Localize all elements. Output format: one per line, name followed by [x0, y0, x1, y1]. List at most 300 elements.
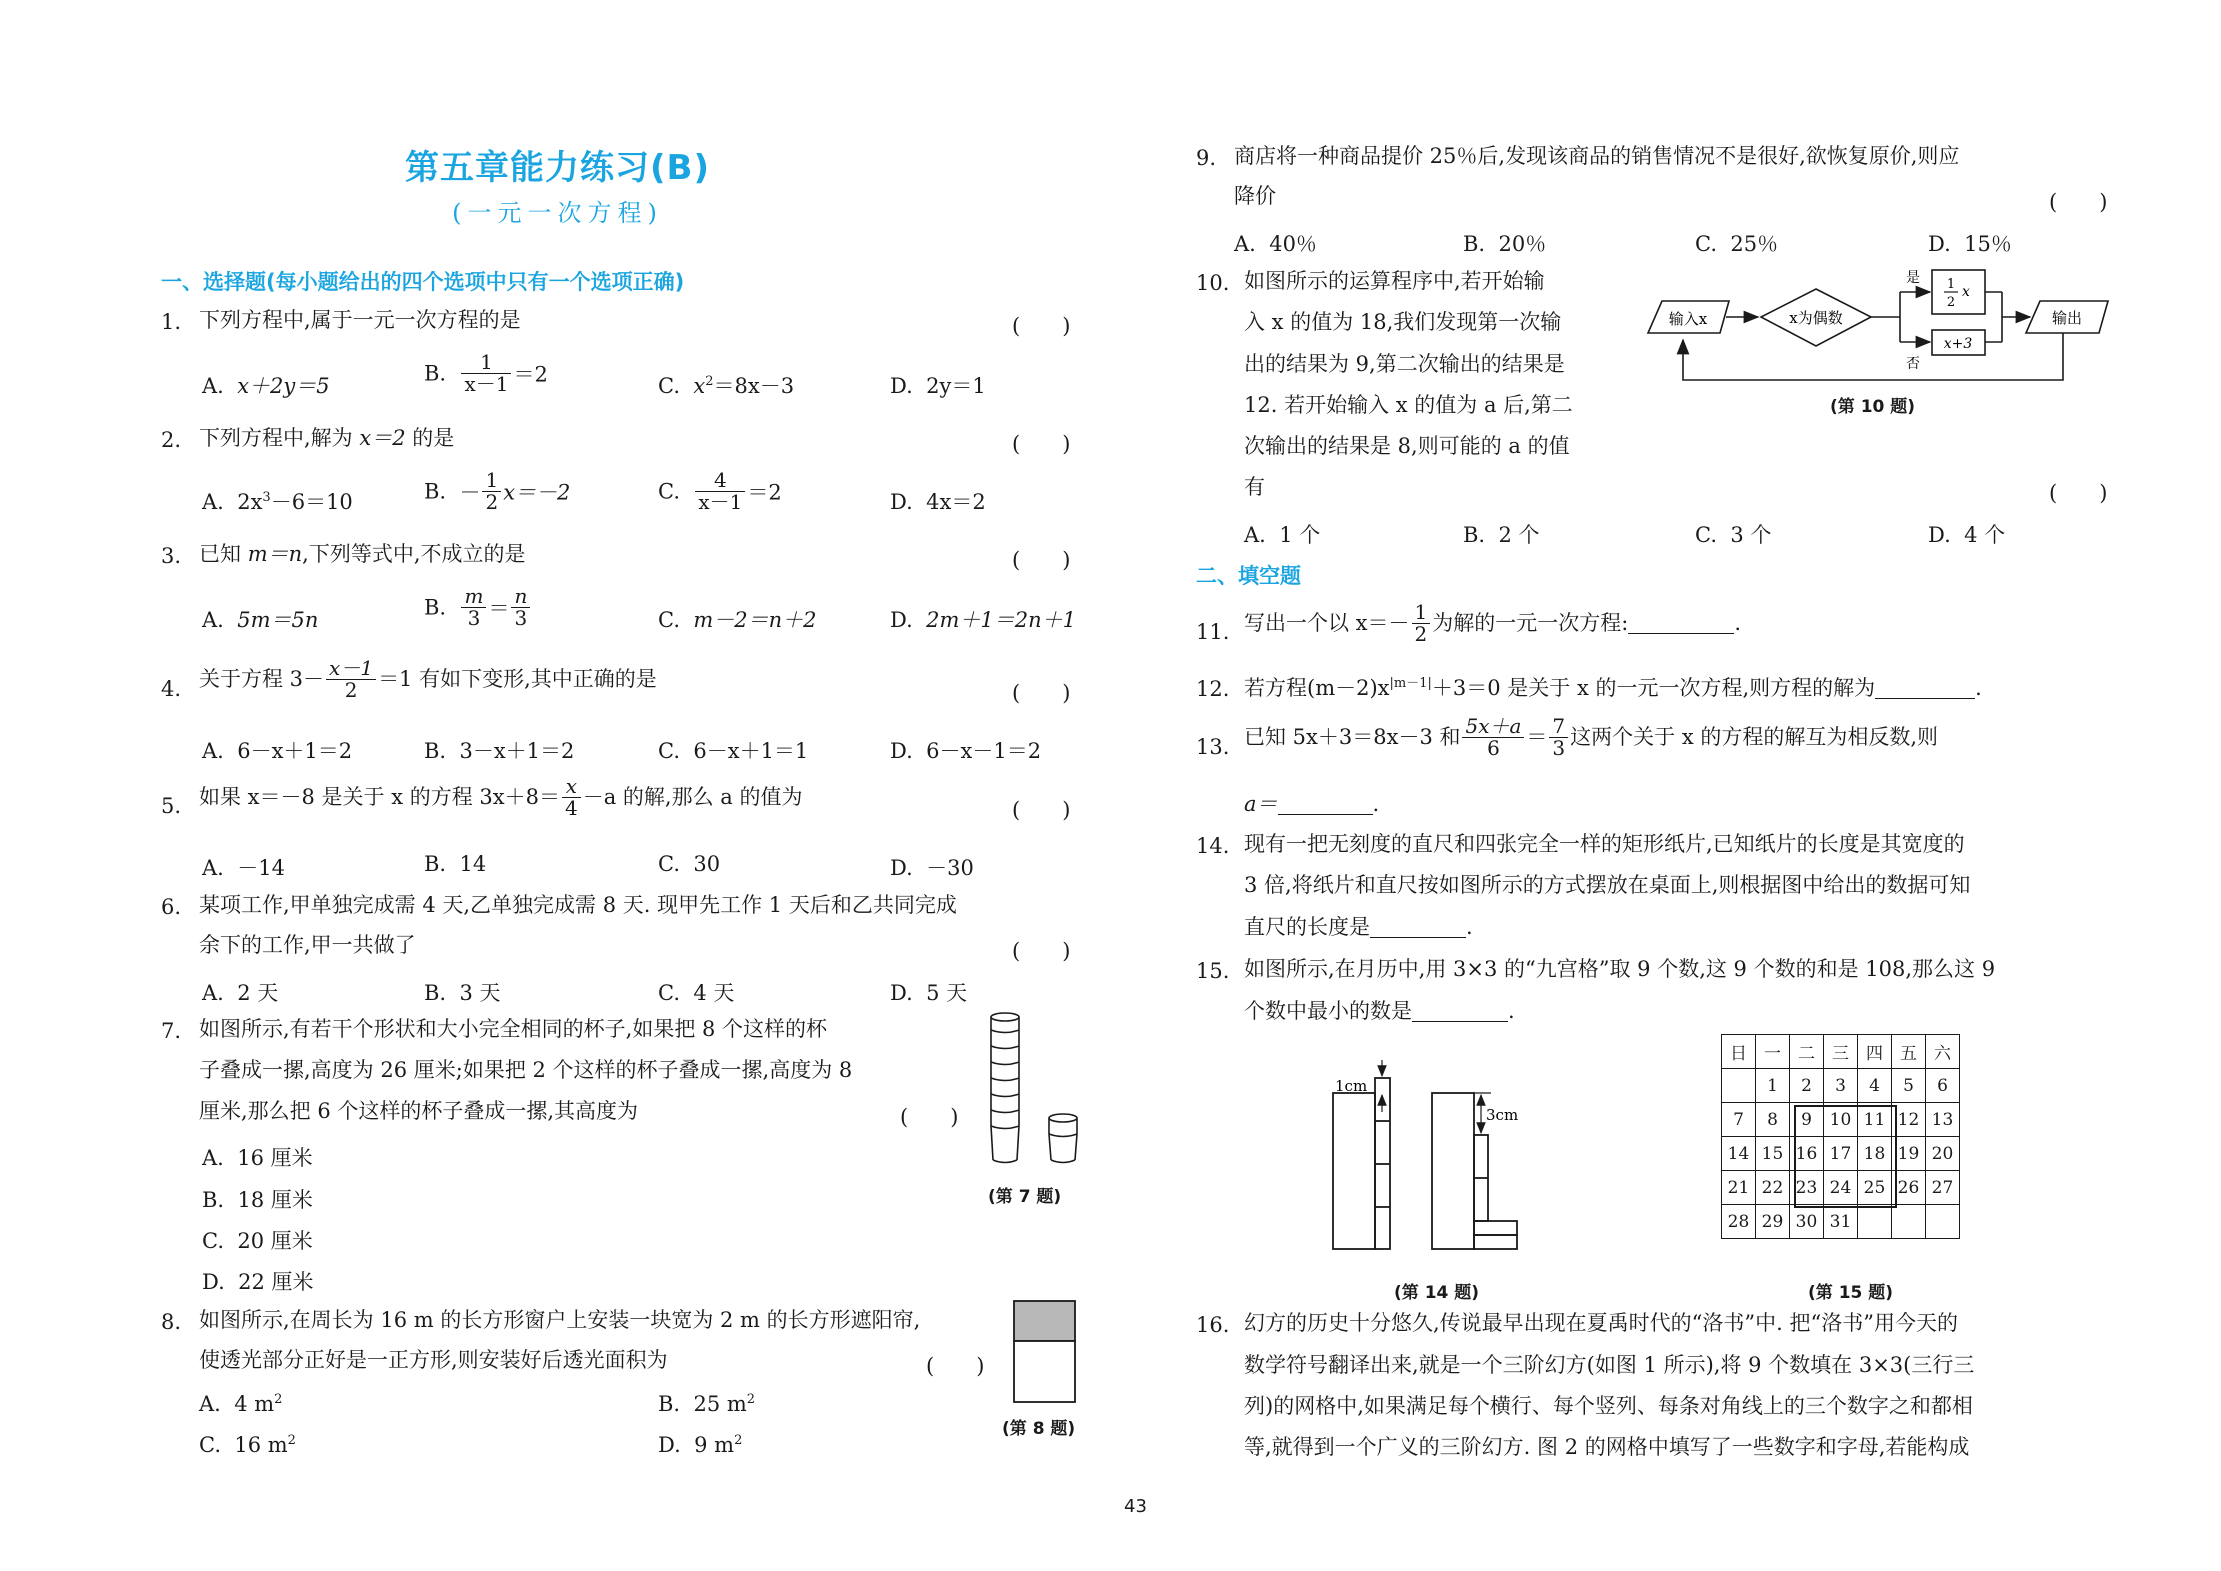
- option-label: D.: [890, 608, 913, 632]
- option-label: B.: [424, 595, 447, 620]
- question-stem-line1: 现有一把无刻度的直尺和四张完全一样的矩形纸片,已知纸片的长度是其宽度的: [1244, 832, 1965, 856]
- calendar-weekday-header: 六: [1926, 1035, 1960, 1069]
- calendar-header-row: [1722, 1035, 1960, 1069]
- option-b[interactable]: [424, 977, 501, 1007]
- question-stem-line3: 列)的网格中,如果满足每个横行、每个竖列、每条对角线上的三个数字之和都相: [1244, 1394, 1973, 1418]
- option-label: A.: [202, 608, 224, 632]
- option-text: 16 m: [234, 1433, 288, 1457]
- calendar-day-cell: 12: [1892, 1103, 1926, 1137]
- calendar-day-cell: 13: [1926, 1103, 1960, 1137]
- calendar-day-cell: 14: [1722, 1137, 1756, 1171]
- question-stem: [1244, 602, 1741, 645]
- fraction-numerator: 1: [485, 468, 499, 492]
- card-flat: [1474, 1235, 1517, 1249]
- question-number: 15.: [1196, 959, 1230, 983]
- option-label: C.: [658, 479, 680, 504]
- answer-paren[interactable]: ( ): [926, 1354, 985, 1378]
- cup-stack-8: [991, 1013, 1019, 1163]
- option-label: C.: [658, 608, 680, 632]
- answer-blank[interactable]: [1875, 678, 1975, 699]
- stem-text: 为解的一元一次方程:: [1432, 611, 1629, 635]
- question-stem-line6: 有: [1244, 475, 1265, 499]
- calendar-day-cell: 3: [1824, 1069, 1858, 1103]
- question-stem: [199, 658, 657, 701]
- exponent: 2: [734, 1433, 743, 1448]
- option-b[interactable]: [1463, 228, 1546, 258]
- option-c[interactable]: [1695, 519, 1771, 549]
- question-stem-line5: 次输出的结果是 8,则可能的 a 的值: [1244, 434, 1570, 458]
- option-c[interactable]: [658, 852, 720, 876]
- calendar-day-cell: 9: [1790, 1103, 1824, 1137]
- stem-text: ＋3＝0 是关于 x 的一元一次方程,则方程的解为: [1431, 676, 1876, 700]
- option-a[interactable]: [202, 735, 352, 765]
- option-a[interactable]: [202, 370, 330, 400]
- question-stem-line4: 12. 若开始输入 x 的值为 a 后,第二: [1244, 393, 1573, 417]
- half-x-var: x: [1962, 284, 1970, 300]
- blind-shade: [1014, 1301, 1075, 1341]
- option-c[interactable]: [1695, 228, 1778, 258]
- question-stem-line1: 幻方的历史十分悠久,传说最早出现在夏禹时代的“洛书”中. 把“洛书”用今天的: [1244, 1311, 1958, 1335]
- option-label: A.: [1234, 232, 1256, 256]
- option-text: －14: [237, 856, 285, 880]
- question-stem-line3: 厘米,那么把 6 个这样的杯子叠成一摞,其高度为: [199, 1099, 639, 1123]
- calendar-table: [1721, 1034, 1960, 1239]
- question-number: 2.: [161, 428, 182, 452]
- stacked-cups-figure: [985, 1008, 1095, 1168]
- exponent: 2: [287, 1433, 296, 1448]
- option-text: 2x: [237, 490, 263, 514]
- fraction: [461, 586, 486, 629]
- option-text: 3－x＋1＝2: [459, 739, 575, 763]
- question-stem-line2: 使透光部分正好是一正方形,则安装好后透光面积为: [199, 1348, 668, 1372]
- option-a[interactable]: [199, 1392, 282, 1416]
- calendar-day-cell: 18: [1858, 1137, 1892, 1171]
- calendar-day-cell: 1: [1756, 1069, 1790, 1103]
- stem-text: 若方程(m－2)x: [1244, 676, 1390, 700]
- option-label: D.: [890, 739, 913, 763]
- question-number: 8.: [161, 1310, 182, 1334]
- fraction-numerator: 1: [480, 350, 493, 374]
- option-d[interactable]: [890, 486, 986, 516]
- option-text: 2 个: [1498, 523, 1540, 547]
- question-stem-line2: 3 倍,将纸片和直尺按如图所示的方式摆放在桌面上,则根据图中给出的数据可知: [1244, 873, 1971, 897]
- option-label: A.: [202, 374, 224, 398]
- calendar-day-cell: 8: [1756, 1103, 1790, 1137]
- exponent: 3: [262, 490, 271, 505]
- answer-paren[interactable]: ( ): [2049, 190, 2108, 214]
- option-c[interactable]: [658, 604, 817, 634]
- option-label: B.: [424, 852, 447, 876]
- no-label: 否: [1906, 356, 1920, 372]
- window-blind-figure: [1012, 1299, 1078, 1405]
- flowchart-figure: [1640, 260, 2140, 390]
- option-text: ＝8x－3: [713, 374, 795, 398]
- stem-text: .: [1508, 999, 1515, 1023]
- fraction: [1549, 716, 1568, 759]
- question-stem-line1: 如图所示,在月历中,用 3×3 的“九宫格”取 9 个数,这 9 个数的和是 108,那么这 9: [1244, 957, 1996, 981]
- option-label: D.: [1928, 523, 1951, 547]
- calendar-day-cell: 10: [1824, 1103, 1858, 1137]
- option-label: B.: [424, 479, 447, 504]
- calendar-day-cell: [1722, 1069, 1756, 1103]
- question-stem-line2: 余下的工作,甲一共做了: [199, 933, 416, 957]
- option-text: 3 天: [459, 981, 501, 1005]
- fraction-numerator: 5x＋a: [1465, 714, 1522, 738]
- section-heading-fill-blank: 二、填空题: [1196, 564, 1301, 588]
- option-label: A.: [1244, 523, 1266, 547]
- calendar-weekday-header: 日: [1722, 1035, 1756, 1069]
- option-text: 1 个: [1279, 523, 1321, 547]
- option-d[interactable]: [202, 1266, 314, 1296]
- option-b[interactable]: [1463, 519, 1540, 549]
- option-c[interactable]: [202, 1225, 313, 1255]
- stem-text: 已知 5x＋3＝8x－3 和: [1244, 725, 1461, 749]
- question-stem-line2: 降价: [1234, 184, 1276, 208]
- fraction: [1462, 716, 1524, 759]
- option-label: C.: [658, 739, 680, 763]
- figure-caption: (第 15 题): [1808, 1283, 1894, 1303]
- figure-caption: (第 10 题): [1830, 397, 1916, 417]
- calendar-weekday-header: 四: [1858, 1035, 1892, 1069]
- option-c[interactable]: [658, 470, 782, 513]
- calendar-day-cell: 22: [1756, 1171, 1790, 1205]
- stem-text: 已知: [199, 542, 241, 566]
- option-text: －: [459, 480, 481, 505]
- question-number: 3.: [161, 544, 182, 568]
- calendar-weekday-header: 一: [1756, 1035, 1790, 1069]
- fraction-denominator: 2: [482, 491, 501, 513]
- fraction-denominator: 3: [511, 607, 530, 629]
- option-text: 25 m: [693, 1392, 747, 1416]
- option-label: D.: [658, 1433, 681, 1457]
- output-label: 输出: [2051, 309, 2083, 327]
- option-label: D.: [890, 856, 913, 880]
- option-d[interactable]: [1928, 228, 2012, 258]
- option-b[interactable]: [658, 1392, 755, 1416]
- answer-paren[interactable]: ( ): [1012, 939, 1071, 963]
- fraction-numerator: 4: [714, 468, 727, 492]
- option-c[interactable]: [199, 1433, 296, 1457]
- ruler-left: [1333, 1093, 1375, 1249]
- option-text: x: [693, 374, 706, 398]
- equals-sign: ＝: [1526, 725, 1548, 749]
- fraction-numerator: 1: [1946, 277, 1956, 292]
- stem-text: －a 的解,那么 a 的值为: [582, 785, 803, 809]
- option-a[interactable]: [1244, 519, 1320, 549]
- calendar-week-row: [1722, 1137, 1960, 1171]
- option-label: A.: [202, 490, 224, 514]
- option-label: D.: [890, 490, 913, 514]
- fraction-denominator: 6: [1462, 737, 1524, 759]
- dimension-label-1cm: 1cm: [1335, 1077, 1368, 1095]
- question-stem-line2: 入 x 的值为 18,我们发现第一次输: [1244, 310, 1562, 334]
- option-text: m－2＝n＋2: [693, 608, 817, 632]
- fraction: [461, 352, 511, 395]
- question-stem-line4: 等,就得到一个广义的三阶幻方. 图 2 的网格中填写了一些数字和字母,若能构成: [1244, 1435, 1970, 1459]
- fraction-denominator: 4: [562, 797, 581, 819]
- option-a[interactable]: [202, 604, 318, 634]
- option-text: x＝－2: [503, 480, 571, 505]
- calendar-day-cell: 5: [1892, 1069, 1926, 1103]
- question-number: 14.: [1196, 834, 1230, 858]
- section-heading-choice: 一、选择题(每小题给出的四个选项中只有一个选项正确): [161, 270, 685, 294]
- option-text: x＋2y＝5: [237, 374, 330, 398]
- option-text: 2m＋1＝2n＋1: [926, 608, 1077, 632]
- stem-text: 直尺的长度是: [1244, 915, 1370, 939]
- calendar-day-cell: 29: [1756, 1205, 1790, 1239]
- answer-blank[interactable]: [1628, 613, 1734, 634]
- stem-math: m＝n: [247, 542, 303, 566]
- option-d[interactable]: [658, 1433, 742, 1457]
- question-stem-line1: 如图所示的运算程序中,若开始输: [1244, 269, 1545, 293]
- ruler-cards-figure: [1325, 1060, 1555, 1270]
- question-number: 11.: [1196, 620, 1230, 644]
- stem-math: x＝2: [359, 426, 406, 450]
- option-label: C.: [658, 981, 680, 1005]
- stem-text: 关于方程 3－: [199, 667, 325, 691]
- option-label: B.: [424, 981, 447, 1005]
- question-number: 4.: [161, 677, 182, 701]
- question-stem-line1: 如图所示,有若干个形状和大小完全相同的杯子,如果把 8 个这样的杯: [199, 1017, 828, 1041]
- input-label: 输入x: [1668, 310, 1708, 328]
- option-c[interactable]: [658, 735, 808, 765]
- answer-paren[interactable]: ( ): [1012, 432, 1071, 456]
- option-c[interactable]: [658, 977, 734, 1007]
- option-label: A.: [202, 739, 224, 763]
- option-text: 5 天: [926, 981, 968, 1005]
- option-b[interactable]: [424, 586, 532, 629]
- option-text: 6－x＋1＝1: [693, 739, 809, 763]
- page-subtitle: (一元一次方程): [452, 199, 663, 227]
- stem-text: .: [1466, 915, 1473, 939]
- calendar-week-row: [1722, 1205, 1960, 1239]
- window-clear-square: [1014, 1341, 1075, 1402]
- question-stem-line1: 商店将一种商品提价 25％后,发现该商品的销售情况不是很好,欲恢复原价,则应: [1234, 144, 1960, 168]
- option-text: 4 m: [234, 1392, 275, 1416]
- option-label: D.: [202, 1270, 225, 1294]
- fraction-denominator: 3: [461, 607, 486, 629]
- stem-text: 个数中最小的数是: [1244, 999, 1412, 1023]
- card-flat: [1474, 1221, 1517, 1235]
- question-stem-line2: 子叠成一摞,高度为 26 厘米;如果把 2 个这样的杯子叠成一摞,高度为 8: [199, 1058, 853, 1082]
- stem-text: .: [1734, 611, 1742, 635]
- calendar-day-cell: 4: [1858, 1069, 1892, 1103]
- stem-text: 下列方程中,解为: [199, 426, 353, 450]
- option-text: 30: [693, 852, 721, 876]
- question-number: 12.: [1196, 677, 1230, 701]
- calendar-week-row: [1722, 1103, 1960, 1137]
- question-stem-line2: [1244, 794, 1379, 815]
- answer-blank[interactable]: [1412, 1001, 1508, 1022]
- calendar-week-row: [1722, 1171, 1960, 1205]
- fraction: [511, 586, 530, 629]
- option-label: B.: [424, 361, 447, 386]
- calendar-week-row: [1722, 1069, 1960, 1103]
- yes-label: 是: [1906, 270, 1920, 286]
- calendar-weekday-header: 三: [1824, 1035, 1858, 1069]
- question-stem-line1: 某项工作,甲单独完成需 4 天,乙单独完成需 8 天. 现甲先工作 1 天后和乙共同完成: [199, 893, 957, 917]
- question-number: 6.: [161, 895, 182, 919]
- option-b[interactable]: [424, 352, 548, 395]
- calendar-weekday-header: 五: [1892, 1035, 1926, 1069]
- calendar-day-cell: [1892, 1205, 1926, 1239]
- fraction-numerator: m: [464, 584, 484, 608]
- stem-text: 写出一个以 x＝－: [1244, 611, 1410, 635]
- plus-three-label: x+3: [1943, 336, 1973, 352]
- option-a[interactable]: [202, 852, 285, 882]
- calendar-day-cell: 20: [1926, 1137, 1960, 1171]
- option-text: －30: [926, 856, 974, 880]
- option-a[interactable]: [202, 1142, 313, 1172]
- question-number: 13.: [1196, 735, 1230, 759]
- option-d[interactable]: [1928, 519, 2005, 549]
- question-stem-line2: [1244, 1001, 1515, 1022]
- option-label: A.: [202, 1146, 224, 1170]
- answer-blank[interactable]: [1370, 917, 1466, 938]
- option-text: ＝2: [513, 362, 548, 387]
- calendar-grid: [1721, 1034, 1960, 1239]
- option-d[interactable]: [890, 604, 1076, 634]
- option-a[interactable]: [1234, 228, 1317, 258]
- question-stem: [199, 776, 802, 819]
- option-text: －6＝10: [270, 490, 353, 514]
- option-d[interactable]: [890, 370, 986, 400]
- option-text: 2y＝1: [926, 374, 986, 398]
- calendar-day-cell: 11: [1858, 1103, 1892, 1137]
- fraction-denominator: 2: [1946, 295, 1956, 310]
- option-text: 5m＝5n: [237, 608, 319, 632]
- option-d[interactable]: [890, 977, 967, 1007]
- calendar-day-cell: 28: [1722, 1205, 1756, 1239]
- page-number: 43: [1124, 1496, 1147, 1517]
- calendar-day-cell: 26: [1892, 1171, 1926, 1205]
- answer-paren[interactable]: ( ): [1012, 798, 1071, 822]
- calendar-day-cell: 7: [1722, 1103, 1756, 1137]
- fraction-numerator: x: [565, 774, 577, 798]
- page-title: 第五章能力练习(B): [405, 148, 710, 188]
- calendar-weekday-header: 二: [1790, 1035, 1824, 1069]
- option-text: 3 个: [1730, 523, 1772, 547]
- option-d[interactable]: [890, 735, 1041, 765]
- question-stem-line1: 如图所示,在周长为 16 m 的长方形窗户上安装一块宽为 2 m 的长方形遮阳帘,: [199, 1308, 921, 1332]
- calendar-day-cell: 2: [1790, 1069, 1824, 1103]
- question-number: 10.: [1196, 271, 1230, 295]
- option-b[interactable]: [424, 735, 574, 765]
- option-a[interactable]: [202, 977, 278, 1007]
- fraction: [326, 658, 376, 701]
- stem-text: .: [1975, 676, 1982, 700]
- question-stem: [1244, 716, 1938, 759]
- option-a[interactable]: [202, 486, 353, 516]
- cup-rim: [991, 1013, 1019, 1021]
- fraction-numerator: 7: [1552, 714, 1566, 738]
- stem-text: 的是: [412, 426, 455, 450]
- option-label: D.: [890, 981, 913, 1005]
- answer-paren[interactable]: ( ): [1012, 314, 1071, 338]
- question-number: 7.: [161, 1019, 182, 1043]
- calendar-day-cell: 6: [1926, 1069, 1960, 1103]
- calendar-day-cell: 24: [1824, 1171, 1858, 1205]
- fraction: [1412, 602, 1431, 645]
- option-label: C.: [202, 1229, 224, 1253]
- figure-caption: (第 14 题): [1394, 1283, 1480, 1303]
- option-d[interactable]: [890, 852, 974, 882]
- stem-text: ＝1 有如下变形,其中正确的是: [378, 667, 657, 691]
- fraction-denominator: 3: [1549, 737, 1568, 759]
- option-b[interactable]: [424, 852, 486, 876]
- question-stem: [1244, 677, 1982, 699]
- option-label: B.: [202, 1188, 225, 1212]
- answer-blank[interactable]: [1278, 794, 1373, 815]
- option-text: 16 厘米: [237, 1146, 313, 1170]
- dimension-label-3cm: 3cm: [1486, 1106, 1519, 1124]
- calendar-day-cell: 21: [1722, 1171, 1756, 1205]
- question-number: 16.: [1196, 1313, 1230, 1337]
- option-label: C.: [658, 852, 680, 876]
- question-stem: [199, 428, 454, 449]
- calendar-day-cell: 27: [1926, 1171, 1960, 1205]
- option-c[interactable]: [658, 370, 794, 400]
- question-stem: 下列方程中,属于一元一次方程的是: [199, 308, 521, 332]
- option-text: 25％: [1730, 232, 1779, 256]
- calendar-day-cell: 17: [1824, 1137, 1858, 1171]
- option-text: 14: [459, 852, 487, 876]
- question-stem: [199, 544, 526, 565]
- calendar-day-cell: 23: [1790, 1171, 1824, 1205]
- option-text: 6－x－1＝2: [926, 739, 1042, 763]
- option-label: B.: [1463, 523, 1486, 547]
- fraction-numerator: x－1: [329, 656, 374, 680]
- option-label: C.: [199, 1433, 221, 1457]
- option-label: B.: [424, 739, 447, 763]
- answer-paren[interactable]: ( ): [2049, 481, 2108, 505]
- option-label: D.: [1928, 232, 1951, 256]
- fraction-numerator: 1: [1414, 600, 1428, 624]
- option-b[interactable]: [202, 1184, 313, 1214]
- option-label: A.: [202, 856, 224, 880]
- option-label: C.: [1695, 523, 1717, 547]
- option-label: D.: [890, 374, 913, 398]
- calendar-day-cell: [1858, 1205, 1892, 1239]
- question-stem-line3: 出的结果为 9,第二次输出的结果是: [1244, 352, 1565, 376]
- ruler-right: [1432, 1093, 1474, 1249]
- option-text: 22 厘米: [238, 1270, 314, 1294]
- fraction-denominator: x－1: [461, 373, 511, 395]
- exponent: 2: [274, 1392, 283, 1407]
- exponent: 2: [705, 374, 714, 389]
- option-label: B.: [1463, 232, 1486, 256]
- answer-paren[interactable]: ( ): [900, 1105, 959, 1129]
- option-label: C.: [658, 374, 680, 398]
- calendar-day-cell: 31: [1824, 1205, 1858, 1239]
- option-text: 18 厘米: [237, 1188, 313, 1212]
- option-label: A.: [199, 1392, 221, 1416]
- fraction-denominator: x－1: [695, 491, 745, 513]
- option-text: 4 个: [1964, 523, 2006, 547]
- answer-paren[interactable]: ( ): [1012, 681, 1071, 705]
- cup-rim: [1049, 1114, 1077, 1122]
- option-label: C.: [1695, 232, 1717, 256]
- fraction-denominator: 2: [1412, 623, 1431, 645]
- option-b[interactable]: [424, 470, 570, 513]
- option-text: 4x＝2: [926, 490, 986, 514]
- stem-text: .: [1372, 792, 1380, 816]
- question-number: 9.: [1196, 146, 1217, 170]
- option-text: ＝2: [747, 480, 782, 505]
- answer-paren[interactable]: ( ): [1012, 548, 1071, 572]
- option-text: 2 天: [237, 981, 279, 1005]
- calendar-day-cell: 15: [1756, 1137, 1790, 1171]
